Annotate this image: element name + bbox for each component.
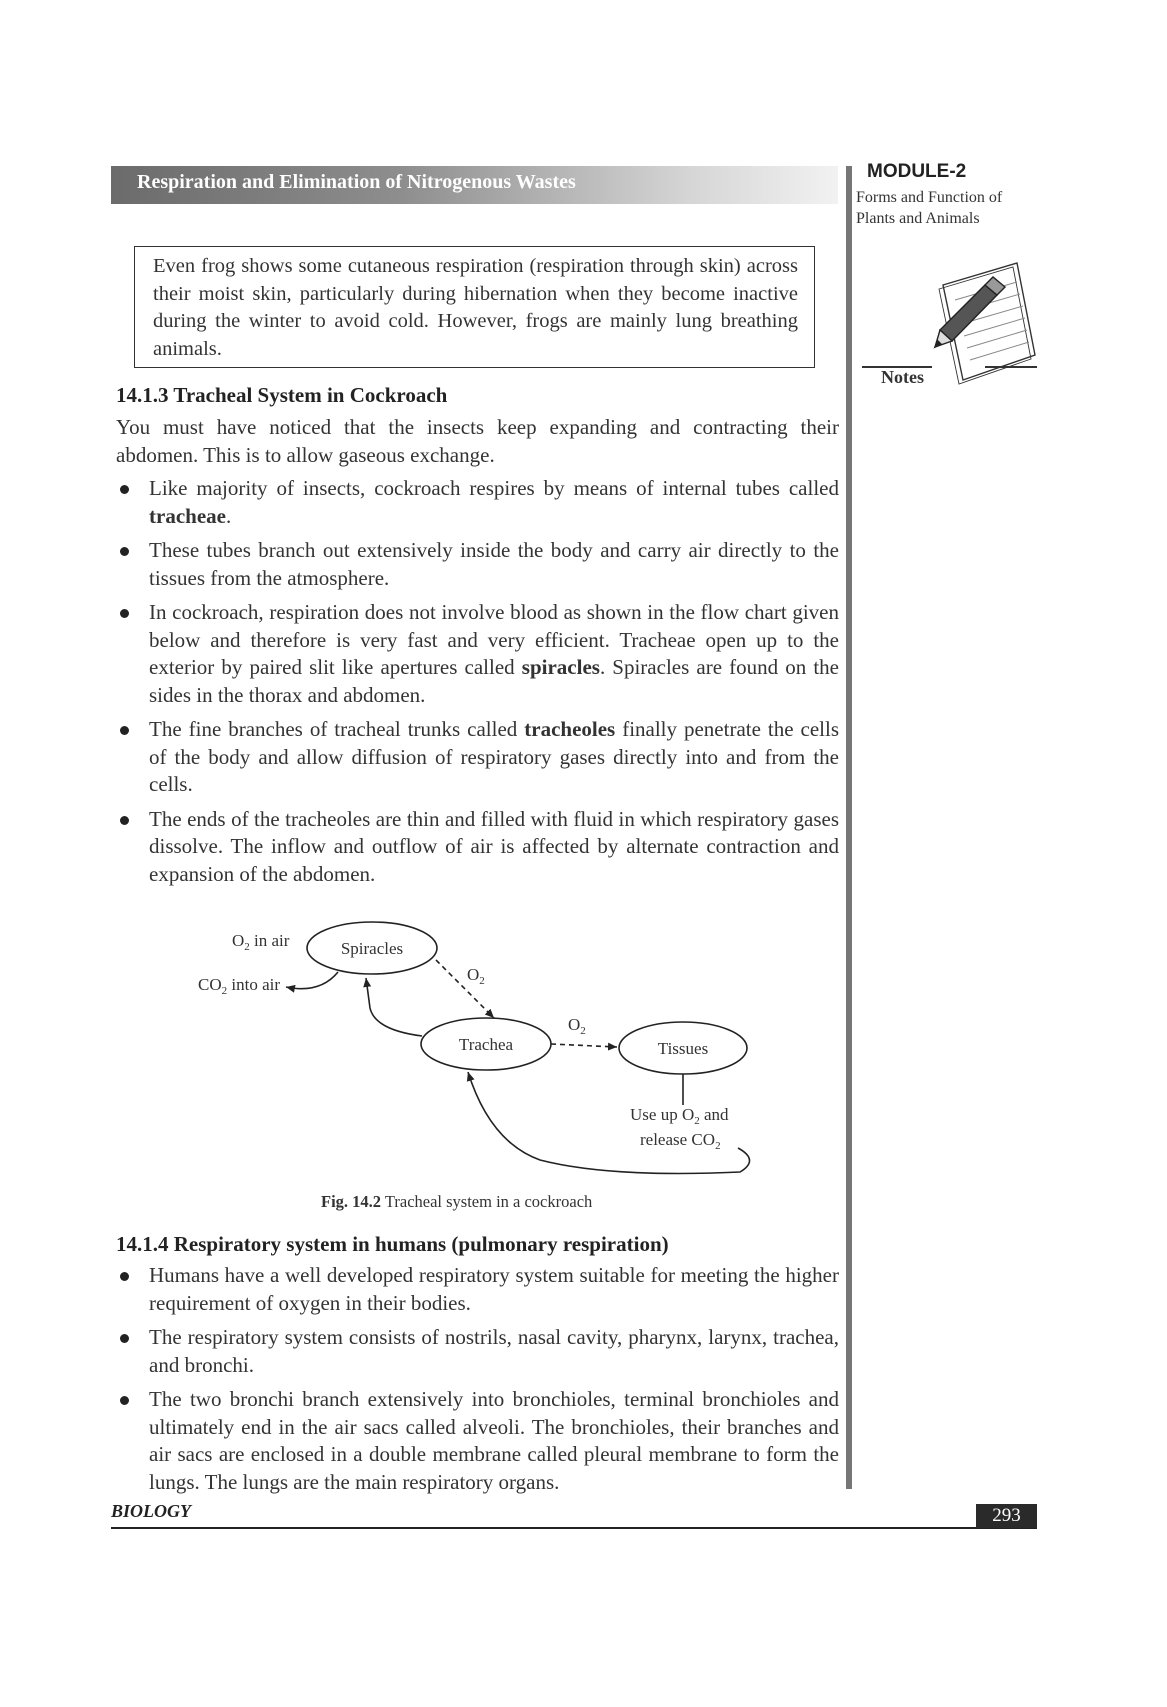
human-respiration-bullet-list bbox=[116, 1262, 839, 1503]
bullet-dot bbox=[120, 609, 129, 618]
figure-caption: Fig. 14.2 Tracheal system in a cockroach bbox=[321, 1192, 593, 1211]
o2-trachea-tissues-label: $O_2$ bbox=[568, 1015, 586, 1037]
trachea-to-spiracles-arrow bbox=[366, 978, 422, 1036]
use-up-o2-label: Use up $O_2$ and bbox=[630, 1105, 729, 1127]
cockroach-bullet-list bbox=[116, 475, 839, 895]
release-co2-label: release $CO_2$ bbox=[640, 1130, 721, 1152]
trachea-to-tissues-dashed-arrow bbox=[551, 1044, 617, 1047]
spiracles-label: Spiracles bbox=[340, 939, 404, 958]
trachea-label: Trachea bbox=[458, 1035, 514, 1054]
notes-rule-right bbox=[985, 366, 1037, 368]
list-item: The ends of the tracheoles are thin and filled with fluid in which respiratory gases dissolve. The inflow and outflow of air is affected by alternate contraction and expansion of the abdomen. bbox=[116, 806, 839, 889]
chapter-title: Respiration and Elimination of Nitrogenous Wastes bbox=[137, 171, 576, 193]
bullet-dot bbox=[120, 816, 129, 825]
footer-rule bbox=[111, 1527, 1037, 1529]
notes-label: Notes bbox=[881, 367, 924, 387]
module-subtitle-line1: Forms and Function of bbox=[856, 189, 1003, 206]
list-item: Humans have a well developed respiratory system suitable for meeting the higher requirement of oxygen in their bodies. bbox=[116, 1262, 839, 1317]
footer-subject: BIOLOGY bbox=[111, 1501, 191, 1521]
co2-out-arrow bbox=[286, 972, 338, 989]
o2-spiracle-trachea-label: $O_2$ bbox=[467, 965, 485, 987]
module-subtitle-line2: Plants and Animals bbox=[856, 210, 980, 227]
list-item: The respiratory system consists of nostrils, nasal cavity, pharynx, larynx, trachea, and bronchi. bbox=[116, 1324, 839, 1379]
list-item: The two bronchi branch extensively into bronchioles, terminal bronchioles and ultimately end in the air sacs called alveoli. The bronchioles, their branches and air sacs are enclosed in a double membrane called pleural membrane to form the lungs. The lungs are the main respiratory organs. bbox=[116, 1386, 839, 1496]
section-heading-human-respiratory: 14.1.4 Respiratory system in humans (pulmonary respiration) bbox=[116, 1232, 669, 1256]
bullet-dot bbox=[120, 1272, 129, 1281]
module-title: MODULE-2 bbox=[867, 161, 967, 182]
tracheal-flow-diagram bbox=[190, 920, 780, 1180]
bullet-dot bbox=[120, 547, 129, 556]
list-item: The fine branches of tracheal trunks called tracheoles finally penetrate the cells of the body and allow diffusion of respiratory gases directly into and from the cells. bbox=[116, 716, 839, 799]
list-item: Like majority of insects, cockroach respires by means of internal tubes called tracheae. bbox=[116, 475, 839, 530]
section-heading-tracheal-system: 14.1.3 Tracheal System in Cockroach bbox=[116, 383, 448, 407]
co2-into-air-label: $CO_2$ into air bbox=[198, 975, 281, 997]
bullet-dot bbox=[120, 485, 129, 494]
margin-divider bbox=[846, 166, 852, 1489]
bullet-dot bbox=[120, 726, 129, 735]
tissues-label: Tissues bbox=[657, 1039, 709, 1058]
bullet-dot bbox=[120, 1334, 129, 1343]
list-item: These tubes branch out extensively inside the body and carry air directly to the tissues from the atmosphere. bbox=[116, 537, 839, 592]
list-item: In cockroach, respiration does not involve blood as shown in the flow chart given below and therefore is very fast and very efficient. Tracheae open up to the exterior by paired slit like apertures called spiracles. Spiracles are found on the sides in the thorax and abdomen. bbox=[116, 599, 839, 709]
o2-in-air-label: $O_2$ in air bbox=[232, 931, 290, 953]
bullet-dot bbox=[120, 1396, 129, 1405]
frog-respiration-note-box: Even frog shows some cutaneous respiration (respiration through skin) across their moist skin, particularly during hibernation when they become inactive during the winter to avoid cold. However, frogs are mainly lung breathing animals. bbox=[134, 246, 815, 368]
section-intro-paragraph: You must have noticed that the insects keep expanding and contracting their abdomen. This is to allow gaseous exchange. bbox=[116, 415, 839, 467]
page-number: 293 bbox=[976, 1504, 1037, 1528]
spiracles-to-trachea-dashed-arrow bbox=[436, 960, 494, 1018]
